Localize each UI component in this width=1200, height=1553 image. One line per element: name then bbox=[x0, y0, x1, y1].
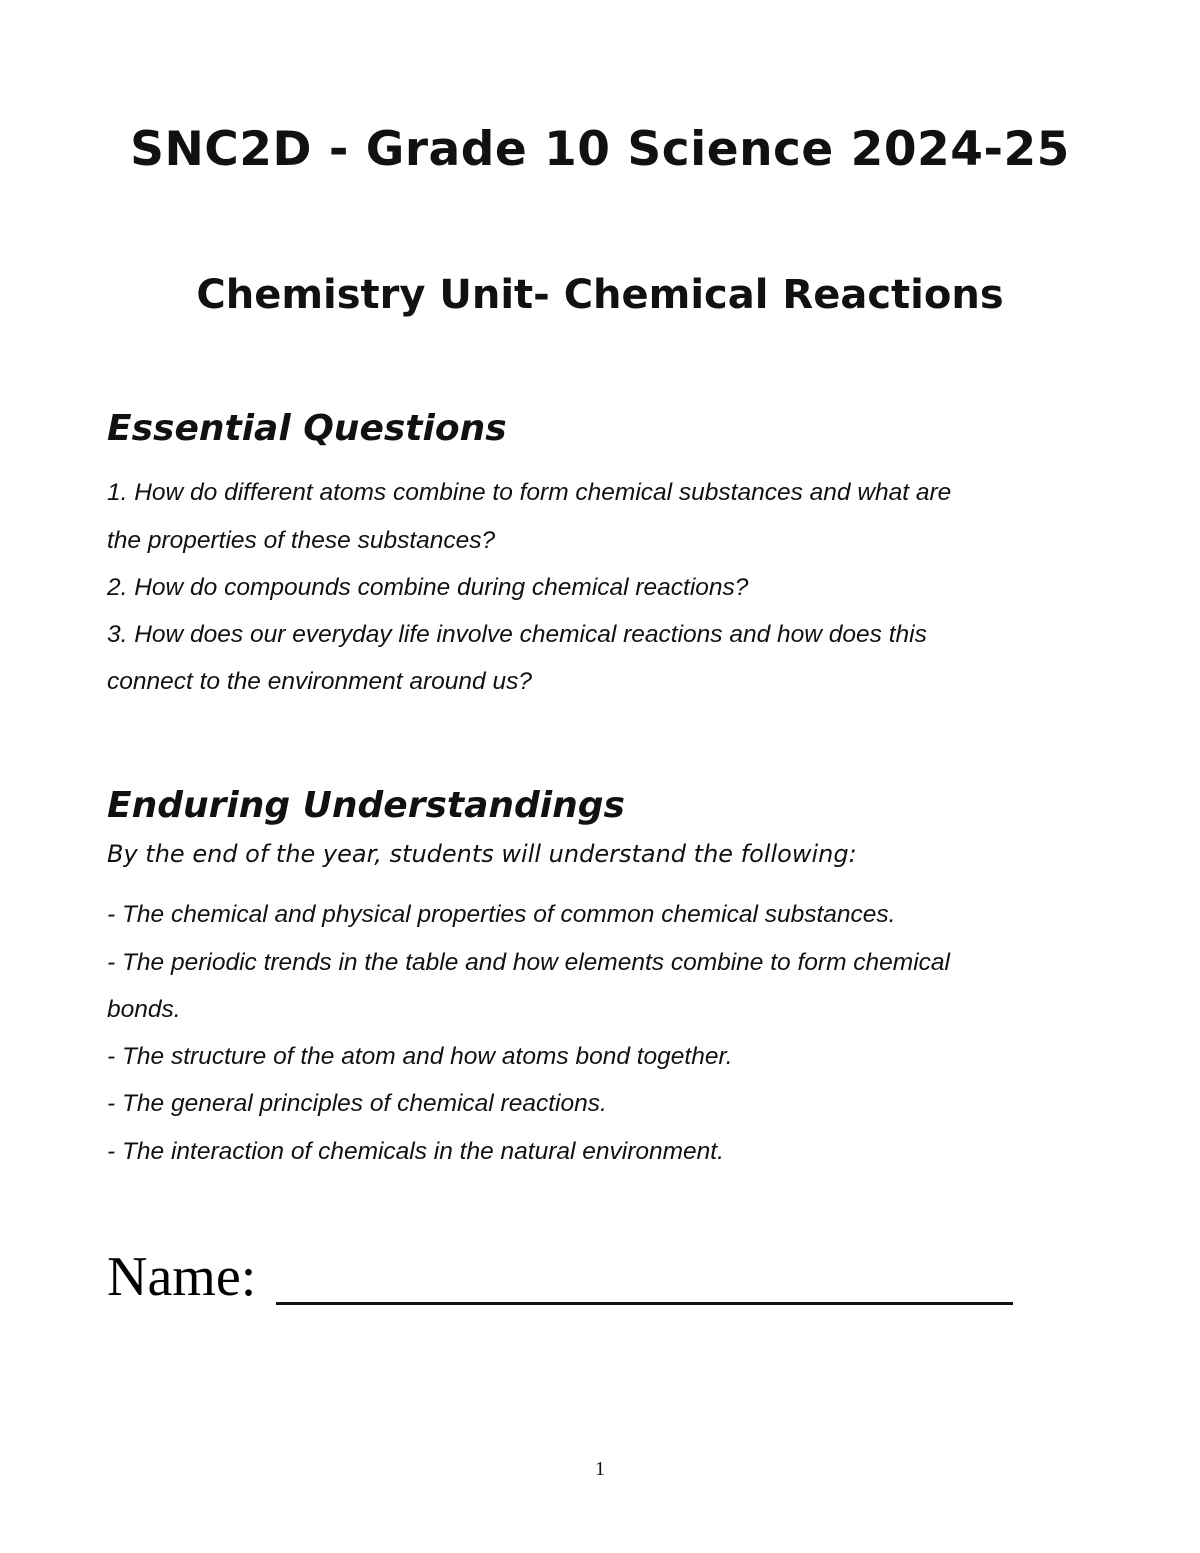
understanding-line: - The structure of the atom and how atoms bond together. bbox=[107, 1043, 733, 1070]
understanding-line: - The periodic trends in the table and how elements combine to form chemical bbox=[107, 949, 950, 976]
understanding-line: - The interaction of chemicals in the natural environment. bbox=[107, 1138, 724, 1165]
essential-question-line: 3. How does our everyday life involve chemical reactions and how does this bbox=[107, 621, 927, 648]
essential-question-line: 1. How do different atoms combine to form chemical substances and what are bbox=[107, 479, 952, 506]
understanding-line: - The general principles of chemical reactions. bbox=[107, 1090, 607, 1117]
course-title: SNC2D - Grade 10 Science 2024-25 bbox=[130, 122, 1070, 177]
essential-question-line: 2. How do compounds combine during chemical reactions? bbox=[107, 574, 749, 601]
essential-questions-heading: Essential Questions bbox=[107, 408, 507, 449]
understanding-line: bonds. bbox=[107, 996, 181, 1023]
name-blank-line bbox=[276, 1302, 1013, 1305]
page-number: 1 bbox=[595, 1458, 605, 1480]
enduring-understandings-heading: Enduring Understandings bbox=[107, 785, 625, 826]
understanding-line: - The chemical and physical properties of common chemical substances. bbox=[107, 901, 896, 928]
essential-question-line: the properties of these substances? bbox=[107, 527, 496, 554]
essential-question-line: connect to the environment around us? bbox=[107, 668, 532, 695]
unit-title: Chemistry Unit- Chemical Reactions bbox=[196, 272, 1004, 318]
enduring-understandings-intro: By the end of the year, students will understand the following: bbox=[107, 840, 857, 868]
name-label: Name: bbox=[107, 1246, 257, 1308]
